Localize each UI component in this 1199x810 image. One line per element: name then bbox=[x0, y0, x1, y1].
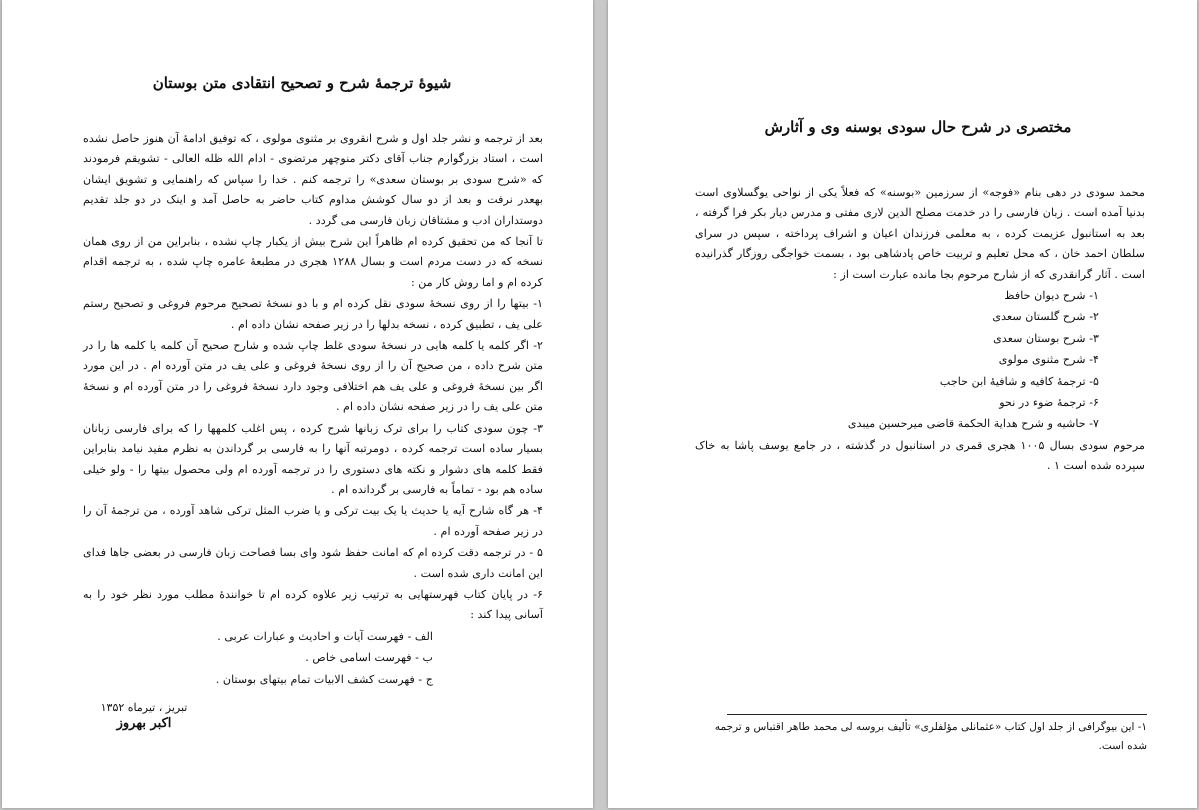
page-title: مختصری در شرح حال سودی بوسنه وی و آثارش bbox=[764, 118, 1072, 136]
signature-name: اکبر بهروز bbox=[116, 716, 172, 731]
works-list-item: ۶- ترجمهٔ ضوء در نحو bbox=[999, 396, 1099, 410]
works-list-item: ۷- حاشیه و شرح هدایة الحکمة قاضی میرحسین میبدی bbox=[847, 417, 1099, 431]
works-list-item: ۱- شرح دیوان حافظ bbox=[1004, 289, 1099, 303]
works-list-item: ۵- ترجمهٔ کافیه و شافیهٔ ابن حاجب bbox=[939, 374, 1099, 388]
signature-place-date: تبریز ، تیرماه ۱۳۵۲ bbox=[100, 701, 188, 714]
footnote-divider bbox=[727, 714, 1147, 715]
paragraph: ۴- هر گاه شارح آیه یا حدیث یا یک بیت ترکی و یا ضرب المثل ترکی شاهد آورده ، من ترجمهٔ آن را در زیر صفحه آورده ام . bbox=[83, 504, 543, 538]
paragraph: ۳- چون سودی کتاب را برای ترک زبانها شرح کرده ، پس اغلب کلمهها را که برای فارسی زبانان بسیار ساده است ترجمه کرده ، دومرتبه آنها را به فارسی بر گرداندن به نظرم مفید نیامد بنابراین فقط کلمه های دشوار و نکته های دستوری را در ترجمه آورده ام ولی محصول بیتها را - ولو خیلی ساده هم بود - تماماً به فارسی بر گردانده ام . bbox=[83, 421, 543, 496]
paragraph: بعد از ترجمه و نشر جلد اول و شرح انقروی بر مثنوی مولوی ، که توفیق ادامهٔ آن هنوز حاصل نشده است ، استاد بزرگوارم جناب آقای دکتر منوچهر مرتضوی - ادام الله ظله العالی - تشویقم فرمودند که «شرح سودی بر بوستان سعدی» را ترجمه کنم . خدا را سپاس که راهنمایی و تشویق ایشان بهعدر نرفت و بعد از دو سال کوشش مداوم کتاب حاضر به حاصل آمد و اینک در دو جلد تقدیم دوستداران ادب و مشتاقان زبان فارسی می گردد . bbox=[83, 132, 543, 227]
body-text bbox=[83, 129, 543, 691]
index-list-item: الف - فهرست آیات و احادیث و عبارات عربی . bbox=[217, 629, 433, 643]
paragraph: مرحوم سودی بسال ۱۰۰۵ هجری قمری در استانبول در گذشته ، در جامع یوسف پاشا به خاک سپرده شده است ۱ . bbox=[695, 438, 1145, 473]
left-page bbox=[2, 0, 593, 808]
paragraph: محمد سودی در دهی بنام «فوجه» از سرزمین «بوسنه» که فعلاً یکی از نواحی یوگسلاوی است بدنیا آمده است . زبان فارسی را در خدمت مصلح الدین لاری مفتی و مدرس دیار بکر فرا گرفته ، بعد به استانبول عزیمت کرده ، به معلمی فرزندان اعیان و اشراف پرداخته ، سپس در سرای سلطان احمد خان ، که محل تعلیم و تربیت خاص پادشاهی بود ، بسمت خواجگی روزگار گذرانیده است . آثار گرانقدری که از شارح مرحوم بجا مانده عبارت است از : bbox=[695, 186, 1145, 281]
index-list-item: ب - فهرست اسامی خاص . bbox=[305, 651, 433, 665]
works-list-item: ۳- شرح بوستان سعدی bbox=[993, 331, 1099, 345]
paragraph: ۲- اگر کلمه یا کلمه هایی در نسخهٔ سودی غلط چاپ شده و شارح صحیح آن کلمه یا کلمه ها را در متن شرح داده ، من صحیح آن را از روی نسخهٔ فروغی و علی یف در متن آورده ام . در این مورد اگر بین نسخهٔ فروغی و علی یف هم اختلافی وجود دارد نسخهٔ فروغی را در متن آورده ام و نسخهٔ متن علی یف را در زیر صفحه نشان داده ام . bbox=[83, 339, 543, 414]
paragraph: تا آنجا که من تحقیق کرده ام ظاهراً این شرح بیش از یکبار چاپ نشده ، بنابراین من از روی همان نسخه که در دست مردم است و بسال ۱۲۸۸ هجری در مطبعهٔ عامره چاپ شده ، به ترجمه اقدام کرده ام و اما روش کار من : bbox=[83, 235, 543, 289]
works-list-item: ۴- شرح مثنوی مولوی bbox=[998, 353, 1099, 367]
body-text bbox=[695, 183, 1145, 478]
signature-block bbox=[84, 700, 204, 732]
paragraph: ۶- در پایان کتاب فهرستهایی به ترتیب زیر علاوه کرده ام تا خوانندهٔ مطلب مورد نظر خود را به آسانی پیدا کند : bbox=[83, 587, 543, 622]
paragraph: ۱- بیتها را از روی نسخهٔ سودی نقل کرده ام و با دو نسخهٔ تصحیح مرحوم فروغی و تصحیح رستم علی یف ، تطبیق کرده ، نسخه بدلها را در زیر صفحه نشان داده ام . bbox=[83, 297, 543, 331]
footnote: ۱- این بیوگرافی از جلد اول کتاب «عثمانلی مؤلفلری» تألیف بروسه لی محمد طاهر اقتباس و ترجمه شده است. bbox=[714, 721, 1147, 752]
index-list-item: ج - فهرست کشف الابیات تمام بیتهای بوستان . bbox=[215, 672, 433, 686]
works-list-item: ۲- شرح گلستان سعدی bbox=[992, 310, 1099, 324]
right-page bbox=[608, 0, 1197, 808]
page-title: شیوهٔ ترجمهٔ شرح و تصحیح انتقادی متن بوستان bbox=[152, 74, 452, 92]
paragraph: ۵ - در ترجمه دقت کرده ام که امانت حفظ شود وای بسا فصاحت زبان فارسی در بعضی جاها فدای این امانت داری شده است . bbox=[83, 546, 543, 580]
